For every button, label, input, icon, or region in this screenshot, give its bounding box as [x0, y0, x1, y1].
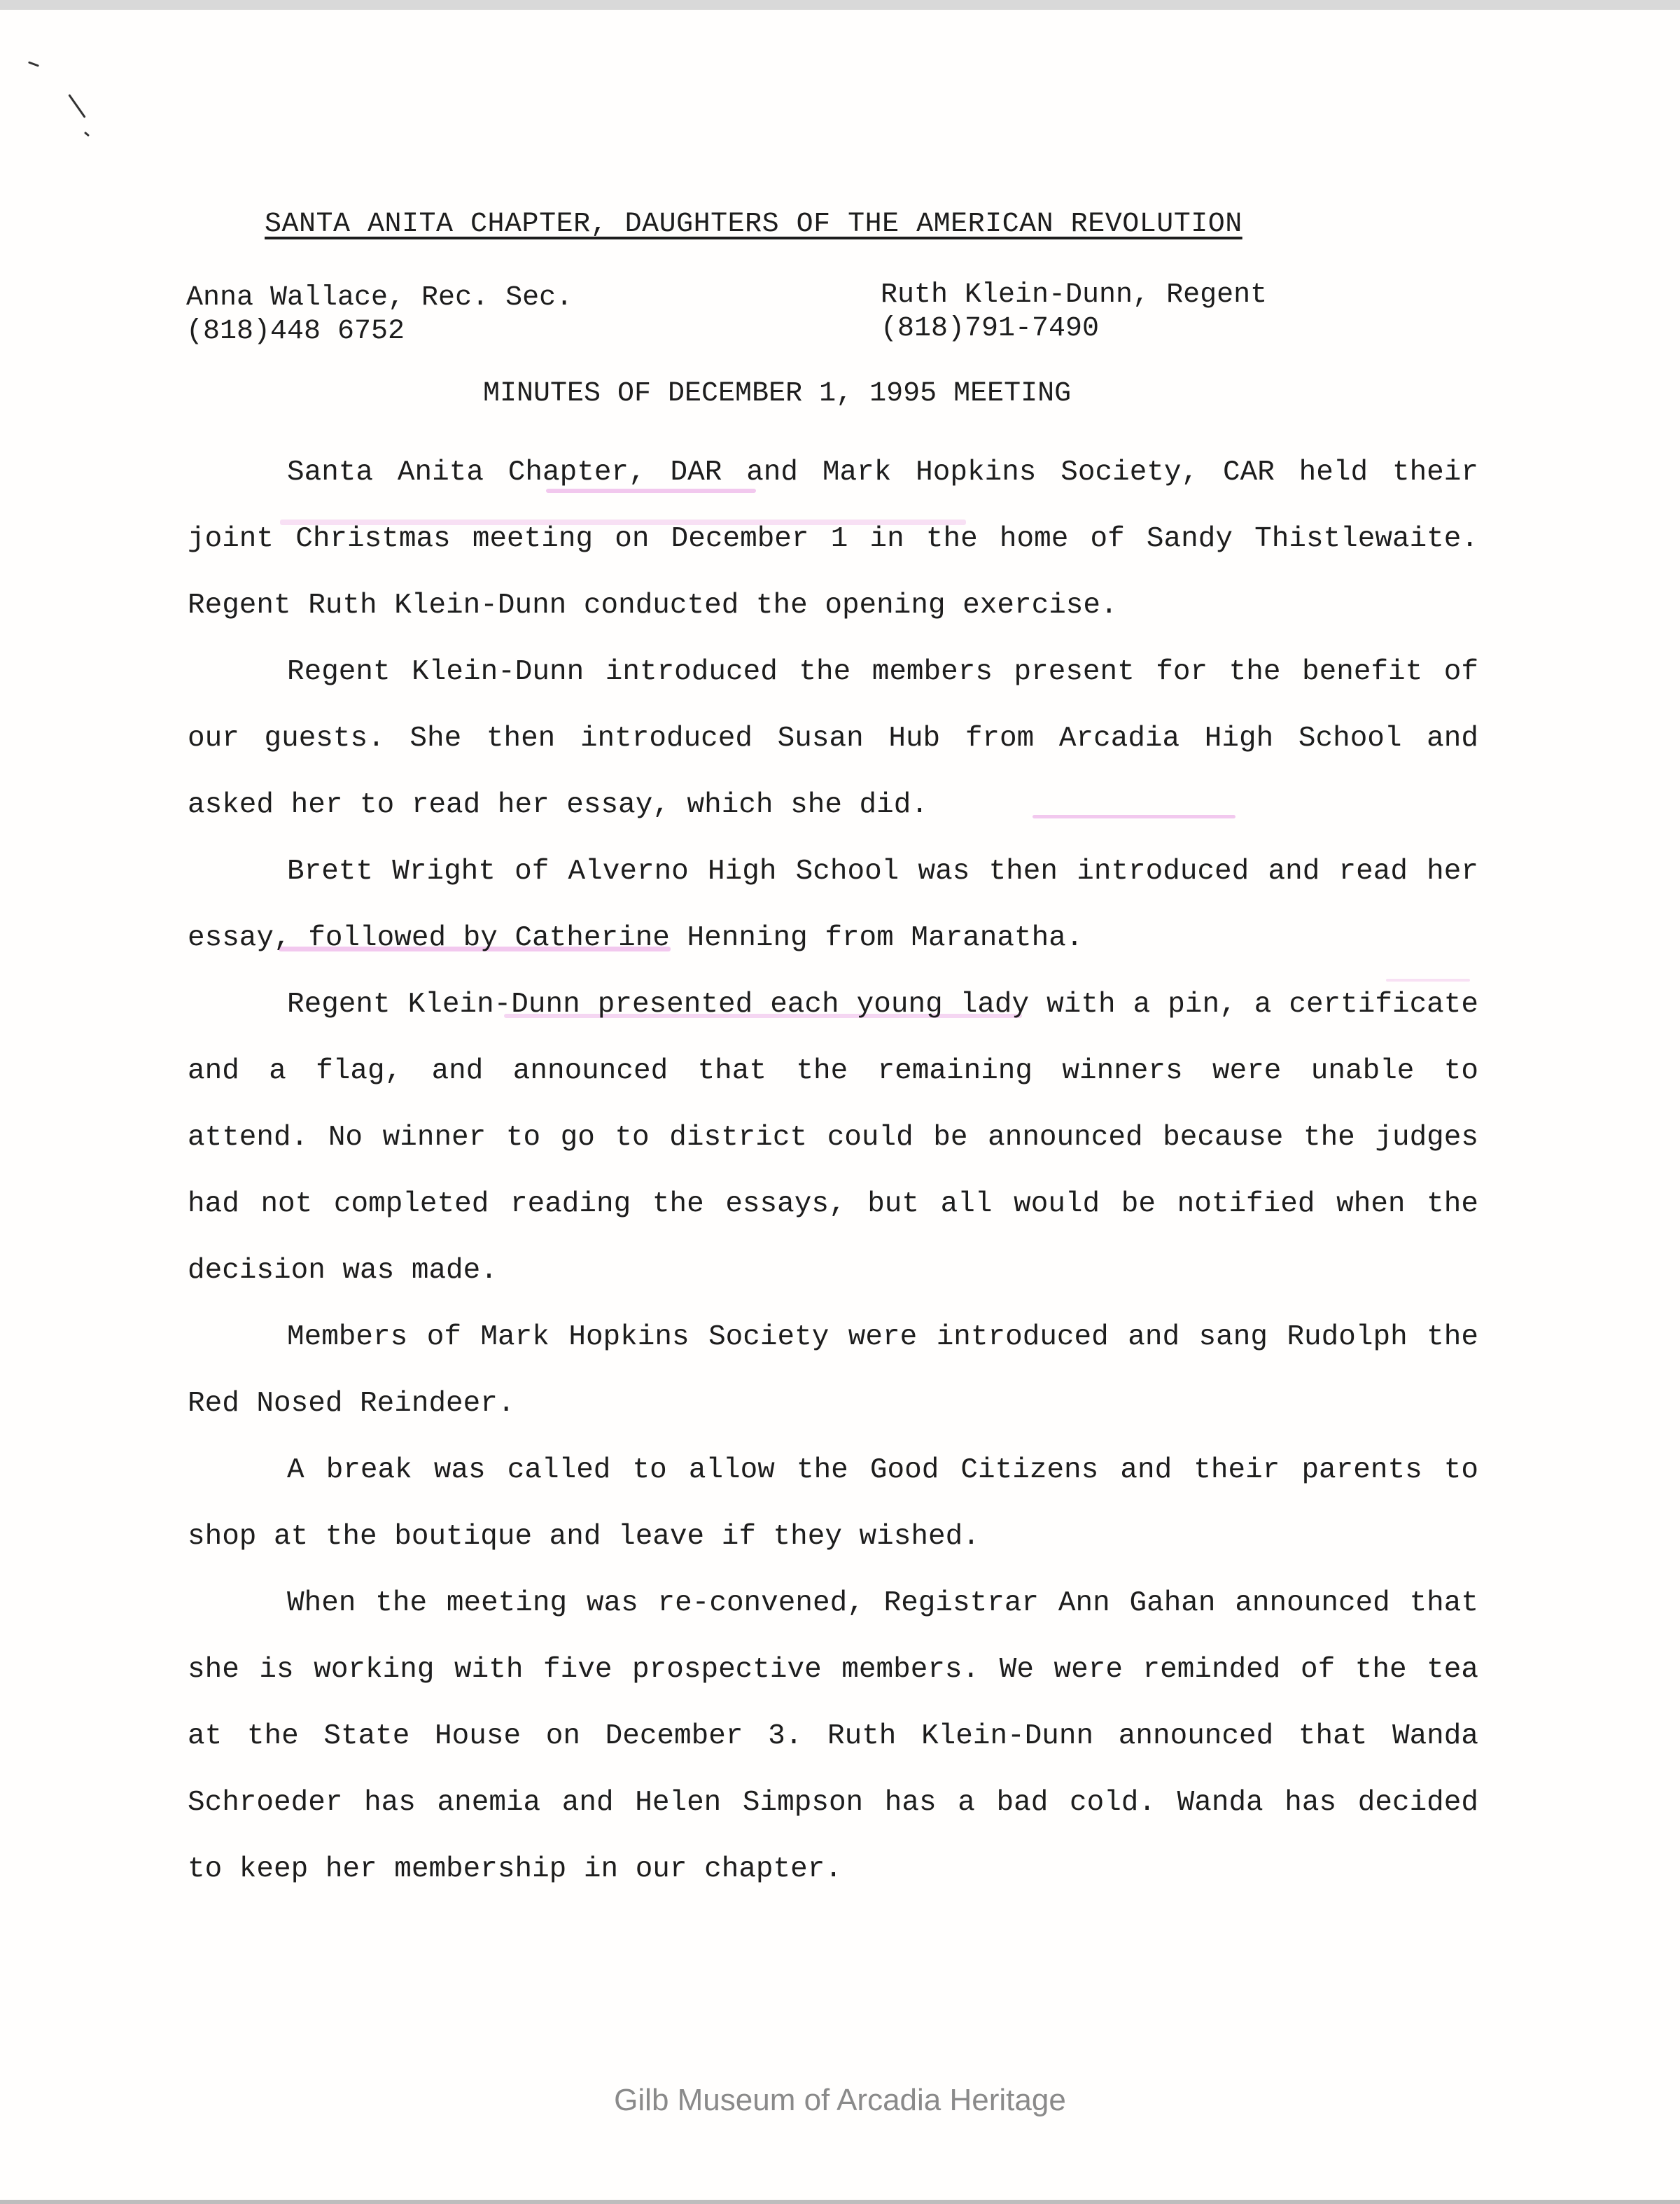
regent-name: Ruth Klein-Dunn, Regent: [881, 279, 1268, 311]
scan-speck: [28, 61, 39, 67]
paragraph-song: Members of Mark Hopkins Society were introduced and sang Rudolph the Red Nosed Reindeer.: [188, 1321, 1478, 1420]
secretary-phone: (818)448 6752: [186, 316, 405, 347]
paragraph-awards: Regent Klein-Dunn presented each young lady with a pin, a certificate and a flag, and announced that the remaining winners were unable to attend. No winner to go to district could be announced because the judges had not completed reading the essays, but all would be notified when the decision was made.: [188, 989, 1478, 1287]
scan-speck: [84, 132, 90, 137]
regent-block: [881, 279, 1267, 346]
secretary-name: Anna Wallace, Rec. Sec.: [186, 282, 573, 314]
scan-speck: [68, 94, 85, 118]
paragraph-opening: Santa Anita Chapter, DAR and Mark Hopkins Society, CAR held their joint Christmas meeting on December 1 in the home of Sandy Thistlewaite. Regent Ruth Klein-Dunn conducted the opening exercise.: [188, 456, 1478, 622]
minutes-body: [188, 440, 1478, 1903]
paragraph-essay-readers: Brett Wright of Alverno High School was then introduced and read her essay, followed by Catherine Henning from Maranatha.: [188, 856, 1478, 954]
secretary-block: [186, 281, 573, 349]
document-title: SANTA ANITA CHAPTER, DAUGHTERS OF THE AMERICAN REVOLUTION: [265, 209, 1242, 240]
scan-top-edge: [0, 0, 1680, 10]
regent-phone: (818)791-7490: [881, 313, 1100, 344]
scan-bottom-edge: [0, 2200, 1680, 2204]
paragraph-reconvened: When the meeting was re-convened, Registrar Ann Gahan announced that she is working with five prospective members. We were reminded of the tea at the State House on December 3. Ruth Klein-Dunn announced that Wanda Schroeder has anemia and Helen Simpson has a bad cold. Wanda has decided to keep her membership in our chapter.: [188, 1587, 1478, 1885]
paragraph-introductions: Regent Klein-Dunn introduced the members present for the benefit of our guests. She then introduced Susan Hub from Arcadia High School and asked her to read her essay, which she did.: [188, 656, 1478, 821]
museum-watermark: Gilb Museum of Arcadia Heritage: [614, 2083, 1066, 2117]
paragraph-break: A break was called to allow the Good Citizens and their parents to shop at the boutique and leave if they wished.: [188, 1454, 1478, 1553]
minutes-heading: MINUTES OF DECEMBER 1, 1995 MEETING: [483, 378, 1072, 410]
